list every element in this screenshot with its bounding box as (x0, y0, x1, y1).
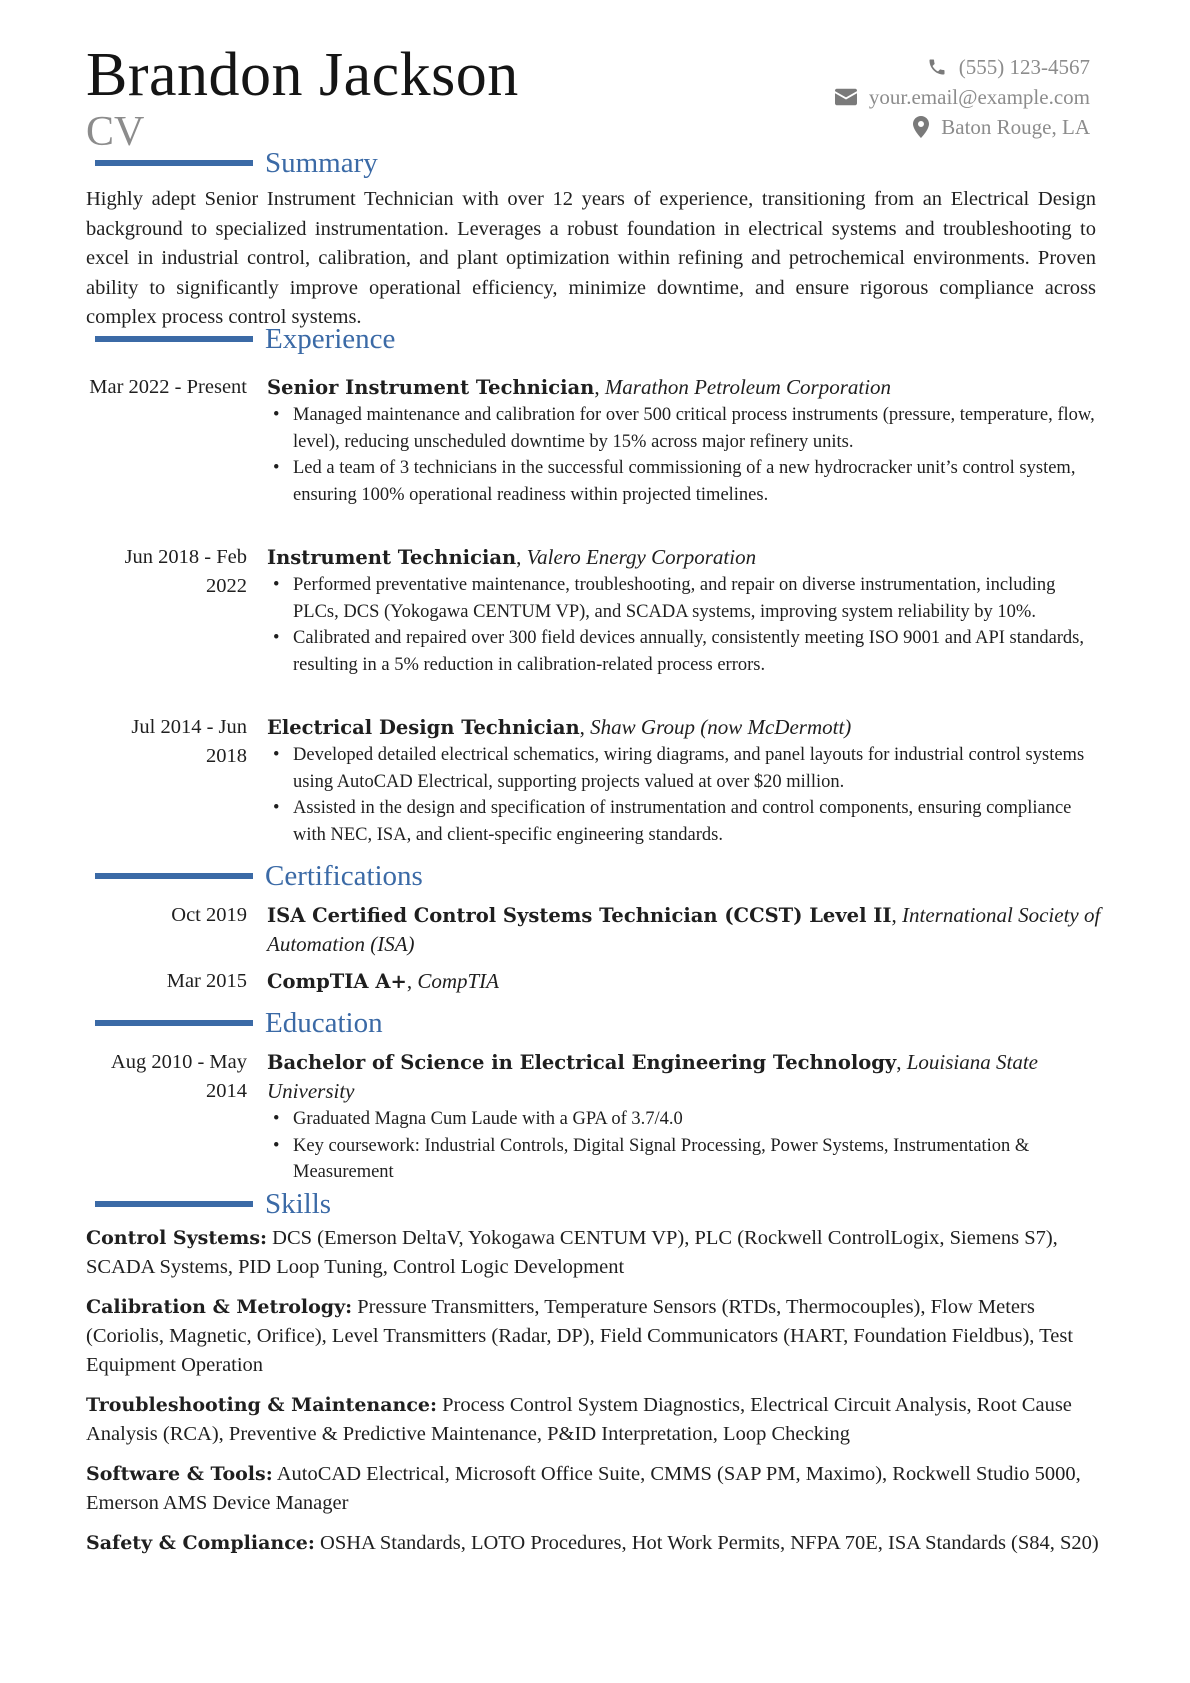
bullet-item: • Graduated Magna Cum Laude with a GPA of 3.7/4.0 (267, 1106, 1101, 1133)
candidate-name: Brandon Jackson (86, 41, 519, 109)
entry-heading: Electrical Design Technician, Shaw Group (now McDermott) (267, 715, 852, 739)
entry-date: Mar 2015 (166, 970, 247, 992)
issuer: CompTIA (417, 969, 500, 993)
contact-email (835, 82, 1090, 112)
contact-block (835, 52, 1090, 142)
job-title: Senior Instrument Technician (267, 376, 595, 399)
section-title-skills: Skills (265, 1188, 332, 1220)
entry-body (267, 373, 1101, 508)
entry-heading: Bachelor of Science in Electrical Engineering Technology, Louisiana State University (267, 1050, 1038, 1103)
section-rule (95, 1201, 253, 1207)
bullet-list (267, 742, 1101, 848)
entry-body (267, 713, 1101, 848)
skill-category: Troubleshooting & Maintenance: (86, 1394, 438, 1416)
entry-body (267, 967, 1101, 996)
contact-location (835, 112, 1090, 142)
envelope-icon (835, 88, 857, 106)
skill-group (86, 1391, 1116, 1449)
entry-date: Aug 2010 - May 2014 (110, 1051, 247, 1102)
location-text: Baton Rouge, LA (941, 115, 1090, 139)
phone-text[interactable]: (555) 123-4567 (958, 55, 1090, 79)
section-header-skills (95, 1187, 331, 1221)
section-header-certifications (95, 859, 423, 893)
section-header-education (95, 1006, 383, 1040)
section-rule (95, 1020, 253, 1026)
employer: Valero Energy Corporation (526, 545, 757, 569)
skill-group (86, 1529, 1116, 1558)
section-rule (95, 336, 253, 342)
skill-group (86, 1224, 1116, 1282)
skill-items: Pressure Transmitters, Temperature Sensors (RTDs, Thermocouples), Flow Meters (Coriolis, Magnetic, Orifice), Level Transmitters (Radar, DP), Field Communicators (HART, Foundation Fieldbus), Test Equipment Operation (86, 1296, 1074, 1376)
map-pin-icon (913, 116, 929, 138)
skill-group (86, 1460, 1116, 1518)
skill-category: Software & Tools: (86, 1463, 273, 1485)
entry-date: Mar 2022 - Present (89, 376, 247, 398)
degree-title: Bachelor of Science in Electrical Engineering Technology (267, 1051, 897, 1074)
document-subtitle: CV (86, 109, 145, 155)
bullet-list (267, 572, 1101, 678)
entry-body (267, 1048, 1101, 1186)
entry-date: Jun 2018 - Feb 2022 (124, 546, 247, 597)
section-header-summary (95, 146, 378, 180)
phone-icon (927, 57, 947, 77)
bullet-item: • Calibrated and repaired over 300 field devices annually, consistently meeting ISO 9001 and API standards, resulting in a 5% reduction in calibration-related process errors. (267, 625, 1101, 678)
skill-items: DCS (Emerson DeltaV, Yokogawa CENTUM VP), PLC (Rockwell ControlLogix, Siemens S7), SCADA Systems, PID Loop Tuning, Control Logic Development (86, 1227, 1058, 1278)
entry-heading: Instrument Technician, Valero Energy Corporation (267, 545, 757, 569)
section-title-certifications: Certifications (265, 860, 423, 892)
skill-items: OSHA Standards, LOTO Procedures, Hot Work Permits, NFPA 70E, ISA Standards (S84, S20) (320, 1532, 1099, 1554)
entry-heading: ISA Certified Control Systems Technician (CCST) Level II, International Society of Automation (ISA) (267, 903, 1101, 956)
job-title: Instrument Technician (267, 546, 517, 569)
certification-title: ISA Certified Control Systems Technician (CCST) Level II (267, 904, 892, 927)
summary-text: Highly adept Senior Instrument Technician with over 12 years of experience, transitioning from an Electrical Design background to specialized instrumentation. Leverages a robust foundation in electrical systems and troubleshooting to excel in industrial control, calibration, and plant optimization within refining and petrochemical environments. Proven ability to significantly improve operational efficiency, minimize downtime, and ensure rigorous compliance across complex process control systems. (86, 188, 1096, 329)
skill-category: Control Systems: (86, 1227, 268, 1249)
certification-title: CompTIA A+ (267, 970, 407, 993)
issuer: International Society of Automation (ISA) (267, 903, 1101, 956)
contact-phone (835, 52, 1090, 82)
entry-date: Oct 2019 (171, 904, 247, 926)
employer: Shaw Group (now McDermott) (590, 715, 852, 739)
section-title-summary: Summary (265, 147, 378, 179)
entry-heading: CompTIA A+, CompTIA (267, 969, 500, 993)
section-rule (95, 873, 253, 879)
bullet-item: • Key coursework: Industrial Controls, Digital Signal Processing, Power Systems, Instrumentation & Measurement (267, 1133, 1101, 1186)
entry-body (267, 543, 1101, 678)
employer: Marathon Petroleum Corporation (604, 375, 892, 399)
section-title-education: Education (265, 1007, 383, 1039)
bullet-item: • Performed preventative maintenance, troubleshooting, and repair on diverse instrumentation, including PLCs, DCS (Yokogawa CENTUM VP), and SCADA systems, improving system reliability by 10%. (267, 572, 1101, 625)
skill-category: Calibration & Metrology: (86, 1296, 353, 1318)
skills-list (86, 1224, 1116, 1569)
skill-items: AutoCAD Electrical, Microsoft Office Suite, CMMS (SAP PM, Maximo), Rockwell Studio 5000, Emerson AMS Device Manager (86, 1463, 1081, 1514)
entry-date: Jul 2014 - Jun 2018 (131, 716, 247, 767)
section-header-experience (95, 322, 395, 356)
bullet-item: • Developed detailed electrical schematics, wiring diagrams, and panel layouts for industrial control systems using AutoCAD Electrical, supporting projects valued at over $20 million. (267, 742, 1101, 795)
bullet-item: • Led a team of 3 technicians in the successful commissioning of a new hydrocracker unit’s control system, ensuring 100% operational readiness within projected timelines. (267, 455, 1101, 508)
bullet-list (267, 1106, 1101, 1186)
skill-items: Process Control System Diagnostics, Electrical Circuit Analysis, Root Cause Analysis (RCA), Preventive & Predictive Maintenance, P&ID Interpretation, Loop Checking (86, 1394, 1072, 1445)
section-rule (95, 160, 253, 166)
bullet-item: • Assisted in the design and specification of instrumentation and control components, ensuring compliance with NEC, ISA, and client-specific engineering standards. (267, 795, 1101, 848)
bullet-item: • Managed maintenance and calibration for over 500 critical process instruments (pressure, temperature, flow, level), reducing unscheduled downtime by 15% across major refinery units. (267, 402, 1101, 455)
job-title: Electrical Design Technician (267, 716, 580, 739)
skill-group (86, 1293, 1116, 1380)
entry-heading: Senior Instrument Technician, Marathon Petroleum Corporation (267, 375, 892, 399)
section-title-experience: Experience (265, 323, 396, 355)
bullet-list (267, 402, 1101, 508)
entry-body (267, 901, 1101, 959)
institution: Louisiana State University (267, 1050, 1038, 1103)
email-link[interactable]: your.email@example.com (868, 85, 1090, 109)
skill-category: Safety & Compliance: (86, 1532, 315, 1554)
